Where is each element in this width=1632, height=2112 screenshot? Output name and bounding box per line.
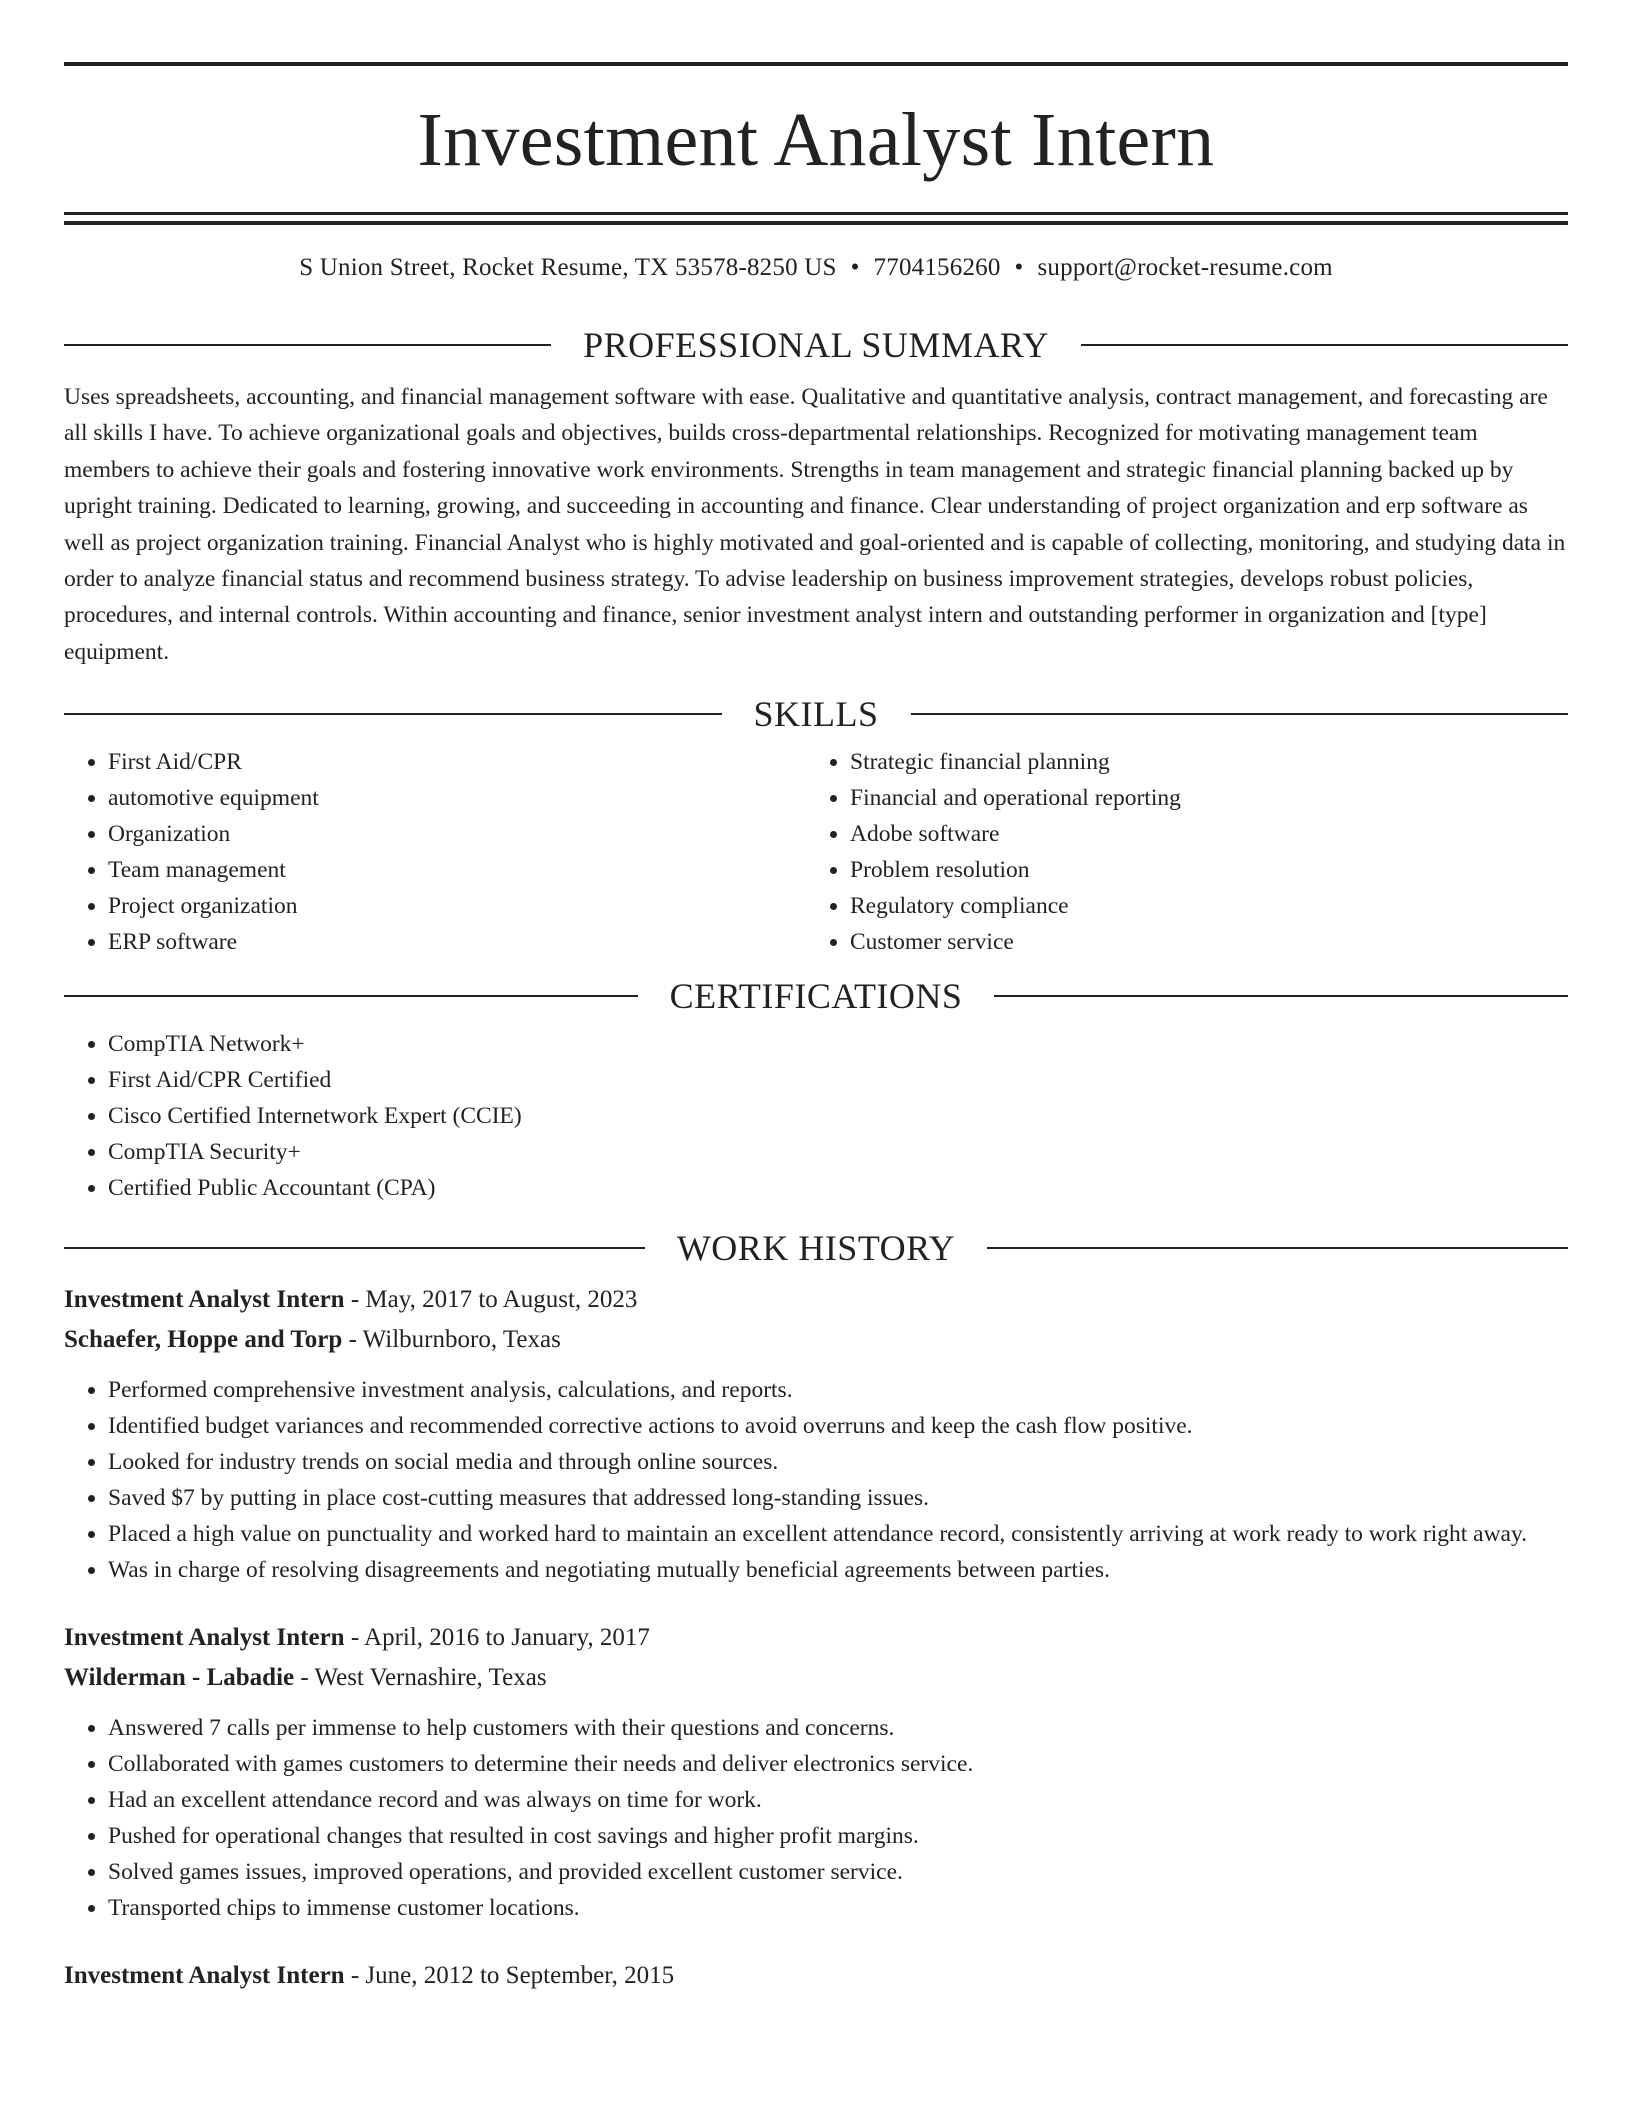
skill-item: • Team management [108,852,806,888]
job-dates: - April, 2016 to January, 2017 [350,1624,650,1652]
section-heading-label: PROFESSIONAL SUMMARY [583,325,1049,365]
job-duties-list [64,1372,1568,1588]
certification-item: • First Aid/CPR Certified [108,1062,1568,1098]
section-heading-summary [64,325,1568,365]
resume-page [64,0,1568,1996]
skill-item: • First Aid/CPR [108,744,806,780]
job-duty: • Identified budget variances and recommended corrective actions to avoid overruns and keep the cash flow positive. [108,1408,1568,1444]
job-title-line [64,1956,1568,1996]
summary-text: Uses spreadsheets, accounting, and financial management software with ease. Qualitative and quantitative analysis, contract management, and forecasting are all skills I have. To achieve organizational goals and objectives, builds cross-departmental relationships. Recognized for motivating management team members to achieve their goals and fostering innovative work environments. Strengths in team management and strategic financial planning backed up by upright training. Dedicated to learning, growing, and succeeding in accounting and finance. Clear understanding of project organization and erp software as well as project organization training. Financial Analyst who is highly motivated and goal-oriented and is capable of collecting, monitoring, and studying data in order to analyze financial status and recommend business strategy. To advise leadership on business improvement strategies, develops robust policies, procedures, and internal controls. Within accounting and finance, senior investment analyst intern and outstanding performer in organization and [type] equipment. [64,384,1566,665]
section-heading-certifications [64,976,1568,1016]
job-entry [64,1618,1568,1926]
job-duties-list [64,1710,1568,1926]
heading-rule [911,713,1569,715]
skills-list-right [806,744,1548,960]
certification-item: • CompTIA Network+ [108,1026,1568,1062]
job-duty: • Had an excellent attendance record and was always on time for work. [108,1782,1568,1818]
certification-item: • Certified Public Accountant (CPA) [108,1170,1568,1206]
contact-email[interactable]: support@rocket-resume.com [1037,254,1333,281]
job-duty: • Collaborated with games customers to determine their needs and deliver electronics service. [108,1746,1568,1782]
job-company: Schaefer, Hoppe and Torp [64,1326,343,1354]
job-dates: - June, 2012 to September, 2015 [350,1962,675,1990]
job-dates: - May, 2017 to August, 2023 [350,1286,638,1314]
certifications-list [64,1026,1568,1206]
job-duty: • Was in charge of resolving disagreements and negotiating mutually beneficial agreements between parties. [108,1552,1568,1588]
skills-list-left [64,744,806,960]
job-duty: • Saved $7 by putting in place cost-cutting measures that addressed long-standing issues. [108,1480,1568,1516]
job-entry [64,1280,1568,1588]
contact-separator: • [1014,254,1024,281]
job-duty: • Solved games issues, improved operations, and provided excellent customer service. [108,1854,1568,1890]
section-heading-label: CERTIFICATIONS [669,976,963,1017]
section-heading-work-history [64,1228,1568,1268]
heading-rule [994,995,1568,997]
section-heading-skills [64,694,1568,734]
contact-line [64,253,1568,283]
job-duty: • Performed comprehensive investment analysis, calculations, and reports. [108,1372,1568,1408]
skills-column-right [806,744,1548,960]
contact-phone: 7704156260 [873,254,1001,281]
heading-rule [64,1247,645,1249]
certification-item: • CompTIA Security+ [108,1134,1568,1170]
skill-item: • Adobe software [850,816,1548,852]
heading-rule [987,1247,1568,1249]
job-entry [64,1956,1568,1996]
job-location: - West Vernashire, Texas [300,1664,547,1692]
job-location: - Wilburnboro, Texas [348,1326,561,1354]
skill-item: • Organization [108,816,806,852]
skill-item: • Financial and operational reporting [850,780,1548,816]
job-company-line [64,1320,1568,1360]
job-duty: • Looked for industry trends on social media and through online sources. [108,1444,1568,1480]
skills-grid [64,744,1568,960]
title-double-rule [64,212,1568,225]
job-title: Investment Analyst Intern [64,1624,345,1652]
skill-item: • automotive equipment [108,780,806,816]
job-company: Wilderman - Labadie [64,1664,295,1692]
heading-rule [64,713,722,715]
job-company-line [64,1658,1568,1698]
top-rule [64,62,1568,66]
skill-item: • Problem resolution [850,852,1548,888]
heading-rule [64,995,638,997]
section-heading-label: WORK HISTORY [676,1228,956,1269]
skill-item: • Strategic financial planning [850,744,1548,780]
job-duty: • Placed a high value on punctuality and worked hard to maintain an excellent attendance record, consistently arriving at work ready to work right away. [108,1516,1568,1552]
contact-separator: • [850,254,860,281]
job-duty: • Pushed for operational changes that resulted in cost savings and higher profit margins. [108,1818,1568,1854]
job-title-line [64,1280,1568,1320]
job-duty: • Transported chips to immense customer locations. [108,1890,1568,1926]
skill-item: • ERP software [108,924,806,960]
job-duty: • Answered 7 calls per immense to help customers with their questions and concerns. [108,1710,1568,1746]
page-title: Investment Analyst Intern [417,98,1215,182]
certification-item: • Cisco Certified Internetwork Expert (CCIE) [108,1098,1568,1134]
heading-rule [64,344,551,346]
contact-address: S Union Street, Rocket Resume, TX 53578-8250 US [299,254,837,281]
job-title: Investment Analyst Intern [64,1962,345,1990]
skill-item: • Customer service [850,924,1548,960]
job-title-line [64,1618,1568,1658]
skill-item: • Project organization [108,888,806,924]
skill-item: • Regulatory compliance [850,888,1548,924]
heading-rule [1081,344,1568,346]
section-heading-label: SKILLS [753,694,879,735]
job-title: Investment Analyst Intern [64,1286,345,1314]
skills-column-left [64,744,806,960]
